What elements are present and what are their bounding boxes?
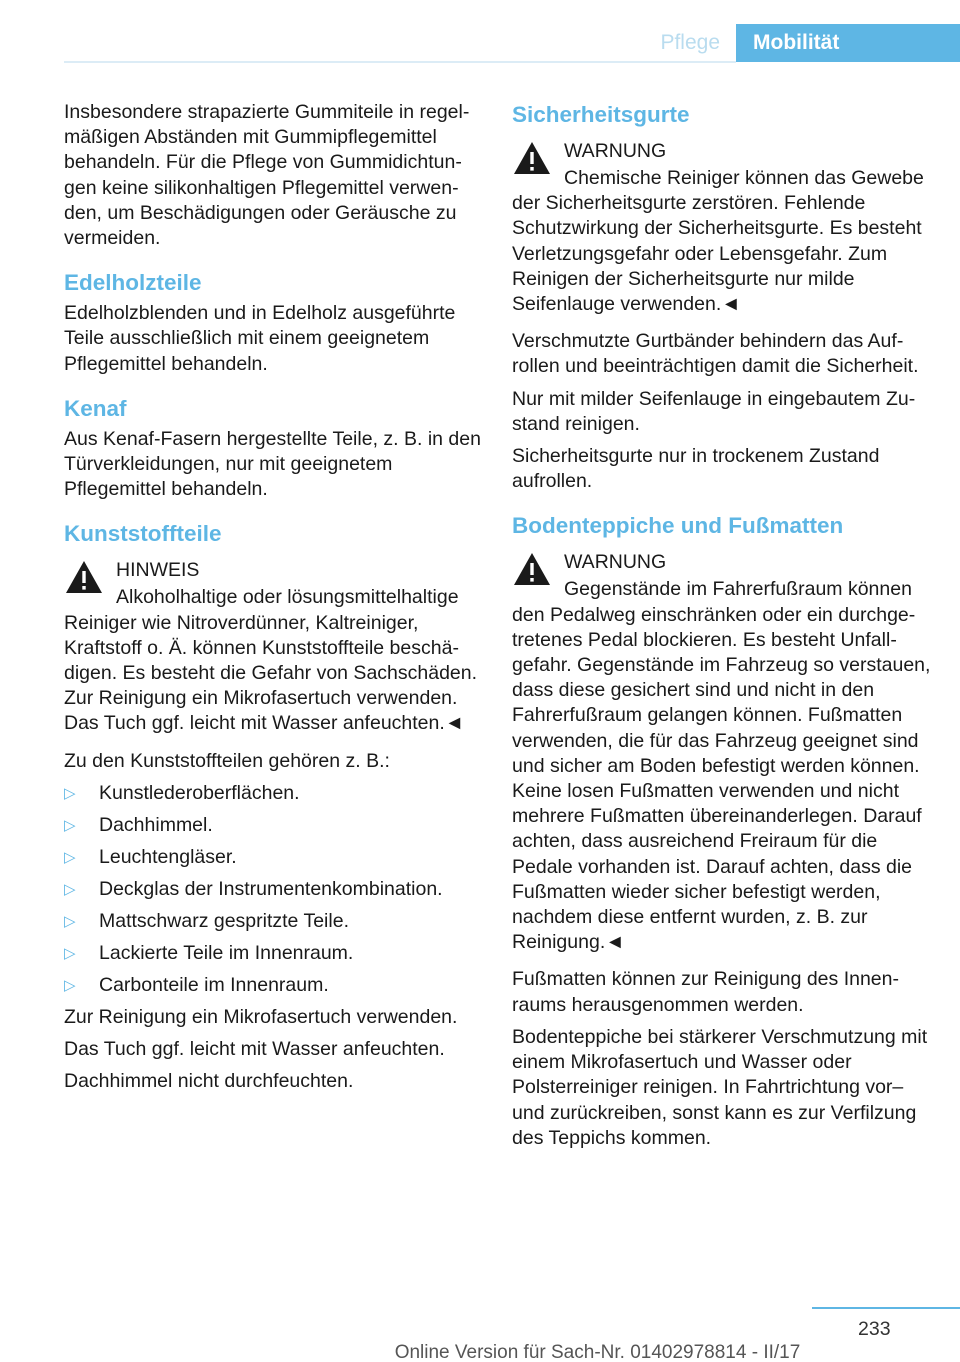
hinweis-text: Alkoholhaltige oder lösungsmittelhaltige Reiniger wie Nitroverdünner, Kaltreiniger, Kraftstoff o. Ä. können Kunststoffteile beschädigen. Es besteht die Gefahr von Sachschäden. Zur Reinigung ein Mikrofasertuch verwenden. Das Tuch ggf. leicht mit Wasser anfeuchten.◄: [64, 586, 478, 735]
edelholz-paragraph: Edelholzblenden und in Edelholz ausgeführte Teile ausschließlich mit einem geeignetem Pflegemittel behandeln.: [64, 302, 456, 375]
list-item: ▷ Kunstlederoberflächen.: [64, 781, 482, 806]
page-number: 233: [858, 1318, 891, 1340]
teppich-paragraph-1: Fußmatten können zur Reinigung des Innenraums herausgenommen werden.: [512, 968, 899, 1016]
header-chapter-mobilitaet[interactable]: Mobilität: [736, 24, 960, 62]
header-rule: [64, 61, 736, 63]
heading-bodenteppiche: Bodenteppiche und Fußmatten: [512, 513, 844, 539]
list-item: ▷ Carbonteile im Innenraum.: [64, 973, 482, 998]
warnung-text: Gegenstände im Fahrerfußraum können den Pedalweg einschränken oder ein durchgetretenes Pedal blockieren. Es besteht Unfallgefahr. Gegenstände im Fahrzeug so verstauen, dass diese gesichert sind und nicht in den Fahrerfußraum gelangen können. Fußmatten verwenden, die für das Fahrzeug geeignet sind und sicher am Boden befestigt werden können. Keine losen Fußmatten verwenden und nicht mehrere Fußmatten übereinanderlegen. Darauf achten, dass ausreichend Freiraum für die Pedale vorhanden ist. Darauf achten, dass die Fußmatten wieder sicher befestigt werden, nachdem diese entfernt wurden, z. B. zur Reinigung.◄: [512, 578, 931, 954]
online-version-note: Online Version für Sach-Nr. 01402978814 - II/17: [394, 1342, 801, 1362]
header-section-pflege[interactable]: Pflege: [660, 31, 720, 54]
list-intro: Zu den Kunststoffteilen gehören z. B.:: [64, 749, 390, 772]
triangle-right-icon: ▷: [64, 944, 76, 962]
teppich-paragraph-2: Bodenteppiche bei stärkerer Verschmutzung mit einem Mikrofasertuch und Wasser oder Polsterreiniger reinigen. In Fahrtrichtung vor– und zurückreiben, sonst kann es zur Verfilzung des Teppichs kommen.: [512, 1025, 928, 1149]
list-item: ▷ Mattschwarz gespritzte Teile.: [64, 909, 482, 934]
warning-triangle-icon: [512, 140, 552, 176]
hinweis-box: [64, 555, 482, 736]
left-column: [64, 100, 482, 1101]
heading-kenaf: Kenaf: [64, 395, 127, 421]
right-column: [512, 100, 932, 1158]
triangle-right-icon: ▷: [64, 976, 76, 994]
warnung-box-fussmatten: [512, 547, 932, 955]
kenaf-paragraph: Aus Kenaf-Fasern hergestellte Teile, z. B. in den Türverkleidungen, nur mit geeignetem Pflegemittel behandeln.: [64, 427, 481, 501]
kunststoff-list: [64, 781, 482, 998]
gurte-paragraph-3: Sicherheitsgurte nur in trockenem Zustand aufrollen.: [512, 445, 880, 493]
triangle-right-icon: ▷: [64, 816, 76, 834]
list-item: ▷ Lackierte Teile im Innenraum.: [64, 941, 482, 966]
hinweis-title: HINWEIS: [116, 559, 200, 582]
after-list-text-2: Das Tuch ggf. leicht mit Wasser anfeuchten.: [64, 1038, 445, 1061]
triangle-right-icon: ▷: [64, 880, 76, 898]
heading-kunststoffteile: Kunststoffteile: [64, 521, 222, 547]
heading-edelholzteile: Edelholzteile: [64, 270, 202, 296]
after-list-text-1: Zur Reinigung ein Mikrofasertuch verwenden.: [64, 1005, 458, 1028]
warnung-title: WARNUNG: [564, 551, 667, 574]
gurte-paragraph-1: Verschmutzte Gurtbänder behindern das Aufrollen und beeinträchtigen damit die Sicherheit.: [512, 330, 919, 378]
list-item: ▷ Leuchtengläser.: [64, 845, 482, 870]
list-item: ▷ Deckglas der Instrumentenkombination.: [64, 877, 482, 902]
warning-triangle-icon: [512, 551, 552, 587]
warnung-box-gurte: [512, 136, 932, 317]
heading-sicherheitsgurte: Sicherheitsgurte: [512, 102, 690, 127]
list-item: ▷ Dachhimmel.: [64, 813, 482, 838]
warnung-text: Chemische Reiniger können das Gewebe der Sicherheitsgurte zerstören. Fehlende Schutzwirkung der Sicherheitsgurte. Es besteht Verletzungsgefahr oder Lebensgefahr. Zum Reinigen der Sicherheitsgurte nur milde Seifenlauge verwenden.◄: [512, 167, 924, 316]
triangle-right-icon: ▷: [64, 848, 76, 866]
warning-triangle-icon: [64, 559, 104, 595]
warnung-title: WARNUNG: [564, 140, 667, 162]
triangle-right-icon: ▷: [64, 784, 76, 802]
after-list-text-3: Dachhimmel nicht durchfeuchten.: [64, 1070, 354, 1093]
intro-paragraph: Insbesondere strapazierte Gummiteile in regelmäßigen Abständen mit Gummipflegemittel behandeln. Für die Pflege von Gummidichtungen keine silikonhaltigen Pflegemittel verwenden, um Beschädigungen oder Geräusche zu vermeiden.: [64, 101, 470, 250]
gurte-paragraph-2: Nur mit milder Seifenlauge in eingebautem Zustand reinigen.: [512, 387, 916, 435]
triangle-right-icon: ▷: [64, 912, 76, 930]
footer-rule: [812, 1307, 960, 1309]
